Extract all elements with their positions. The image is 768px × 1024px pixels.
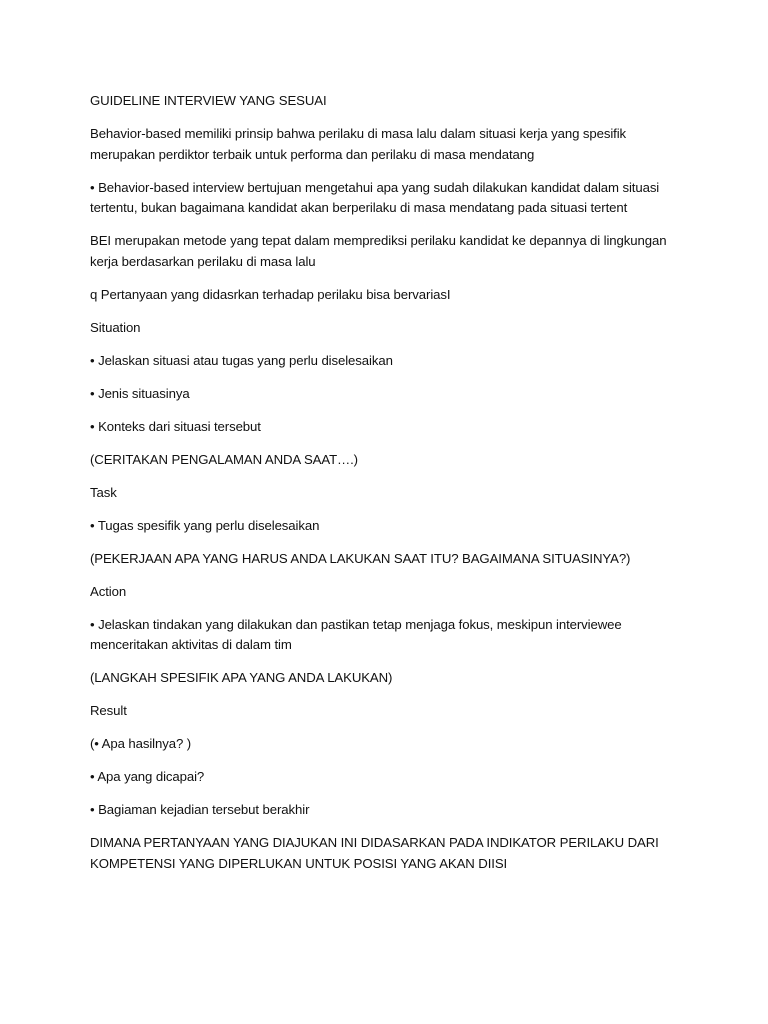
list-item: • Jelaskan situasi atau tugas yang perlu diselesaikan: [90, 352, 393, 368]
list-item: (• Apa hasilnya? ): [90, 736, 192, 751]
list-item: • Apa yang dicapai?: [90, 769, 205, 784]
closing-paragraph: DIMANA PERTANYAAN YANG DIAJUKAN INI DIDASARKAN PADA INDIKATOR PERILAKU DARI KOMPETENSI YANG DIPERLUKAN UNTUK POSISI YANG AKAN DIISI: [90, 835, 659, 871]
prompt-paragraph: (LANGKAH SPESIFIK APA YANG ANDA LAKUKAN): [90, 670, 393, 685]
list-item: • Konteks dari situasi tersebut: [90, 418, 261, 434]
question-variation-paragraph: q Pertanyaan yang didasrkan terhadap perilaku bisa bervariasI: [90, 286, 451, 302]
document-page: [90, 91, 690, 887]
bei-paragraph: BEI merupakan metode yang tepat dalam memprediksi perilaku kandidat ke depannya di lingkungan kerja berdasarkan perilaku di masa lalu: [90, 233, 667, 269]
section-heading-result: Result: [90, 703, 127, 718]
list-item: • Jenis situasinya: [90, 385, 190, 401]
list-item: • Jelaskan tindakan yang dilakukan dan pastikan tetap menjaga fokus, meskipun interviewee menceritakan aktivitas di dalam tim: [90, 616, 622, 652]
prompt-paragraph: (PEKERJAAN APA YANG HARUS ANDA LAKUKAN SAAT ITU? BAGAIMANA SITUASINYA?): [90, 550, 631, 566]
bullet-paragraph: • Behavior-based interview bertujuan mengetahui apa yang sudah dilakukan kandidat dalam situasi tertentu, bukan bagaimana kandidat akan berperilaku di masa mendatang pada situasi tertent: [90, 179, 660, 215]
intro-paragraph: Behavior-based memiliki prinsip bahwa perilaku di masa lalu dalam situasi kerja yang spesifik merupakan perdiktor terbaik untuk performa dan perilaku di masa mendatang: [90, 126, 627, 162]
list-item: • Tugas spesifik yang perlu diselesaikan: [90, 517, 320, 533]
section-heading-task: Task: [90, 484, 117, 500]
list-item: • Bagiaman kejadian tersebut berakhir: [90, 802, 310, 817]
section-heading-action: Action: [90, 583, 127, 599]
prompt-paragraph: (CERITAKAN PENGALAMAN ANDA SAAT….): [90, 451, 358, 467]
document-title: GUIDELINE INTERVIEW YANG SESUAI: [90, 93, 327, 108]
section-heading-situation: Situation: [90, 319, 141, 335]
